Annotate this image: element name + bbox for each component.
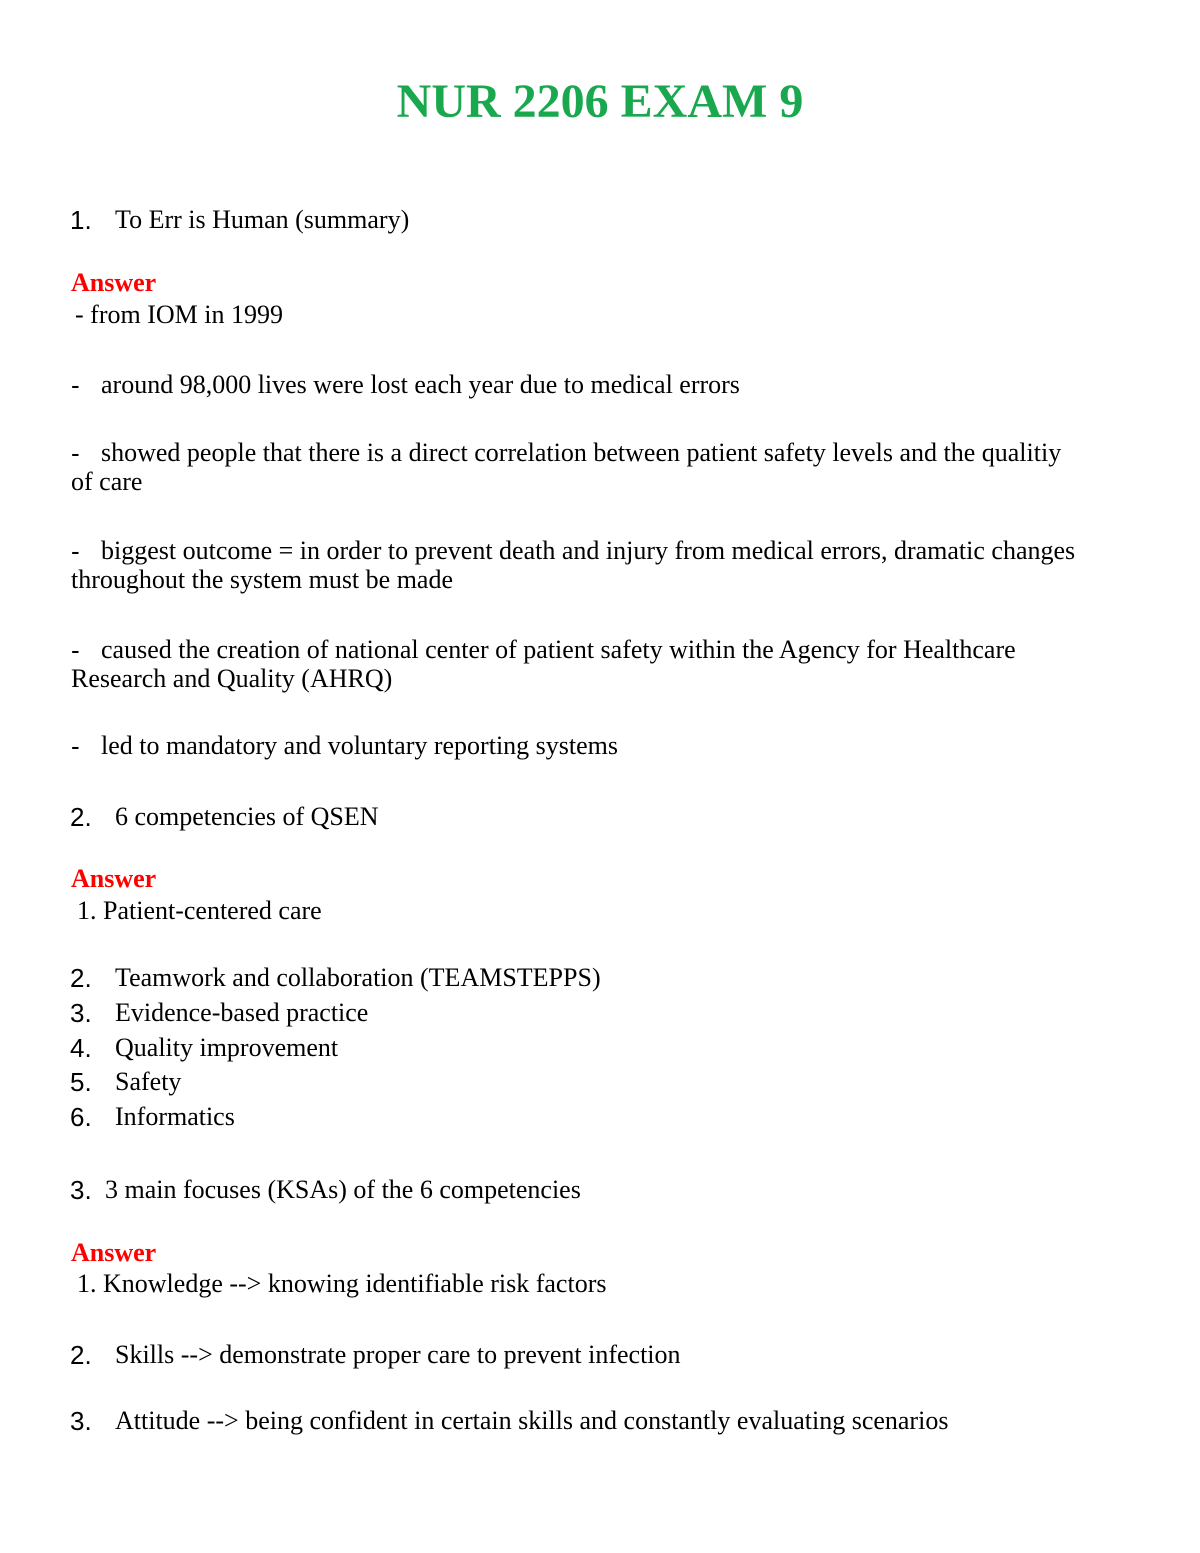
answer-label: Answer <box>71 1238 157 1267</box>
bullet-marker: - <box>71 438 80 468</box>
answer-label: Answer <box>71 864 157 893</box>
bullet-text: caused the creation of national center of patient safety within the Agency for Healthcare <box>101 635 1016 664</box>
question-number: 3. <box>70 1175 92 1205</box>
answer-label: Answer <box>71 268 157 297</box>
bullet-marker: - <box>71 731 80 761</box>
bullet-text: led to mandatory and voluntary reporting systems <box>101 731 619 760</box>
list-item-number: 4. <box>70 1033 92 1063</box>
list-item-number: 2. <box>70 963 92 993</box>
question-number: 1. <box>70 205 92 235</box>
bullet-text: biggest outcome = in order to prevent death and injury from medical errors, dramatic changes <box>101 536 1076 565</box>
bullet-marker: - <box>71 370 80 400</box>
list-item-number: 6. <box>70 1102 92 1132</box>
bullet-text: around 98,000 lives were lost each year due to medical errors <box>101 370 740 399</box>
list-item-number: 3. <box>70 998 92 1028</box>
bullet-marker: - <box>71 635 80 665</box>
list-item-text: Evidence-based practice <box>115 998 369 1027</box>
list-item-text: Attitude --> being confident in certain skills and constantly evaluating scenarios <box>115 1406 949 1435</box>
list-item-number: 2. <box>70 1340 92 1370</box>
answer-first-line: - from IOM in 1999 <box>75 300 283 329</box>
list-item-text: Informatics <box>115 1102 235 1131</box>
bullet-continuation: of care <box>71 467 143 496</box>
list-item-text: Teamwork and collaboration (TEAMSTEPPS) <box>115 963 601 992</box>
bullet-text: showed people that there is a direct correlation between patient safety levels and the qualitiy <box>101 438 1062 467</box>
bullet-marker: - <box>71 536 80 566</box>
answer-first-line: 1. Knowledge --> knowing identifiable risk factors <box>77 1269 607 1298</box>
answer-first-line: 1. Patient-centered care <box>77 896 322 925</box>
bullet-continuation: Research and Quality (AHRQ) <box>71 664 393 693</box>
list-item-text: Quality improvement <box>115 1033 339 1062</box>
list-item-text: Skills --> demonstrate proper care to prevent infection <box>115 1340 681 1369</box>
list-item-number: 3. <box>70 1406 92 1436</box>
bullet-continuation: throughout the system must be made <box>71 565 454 594</box>
question-text: 6 competencies of QSEN <box>115 802 379 831</box>
question-text: To Err is Human (summary) <box>115 205 410 234</box>
question-number: 2. <box>70 802 92 832</box>
document-title: NUR 2206 EXAM 9 <box>396 75 804 128</box>
question-text: 3 main focuses (KSAs) of the 6 competencies <box>105 1175 581 1204</box>
list-item-number: 5. <box>70 1067 92 1097</box>
list-item-text: Safety <box>115 1067 182 1096</box>
